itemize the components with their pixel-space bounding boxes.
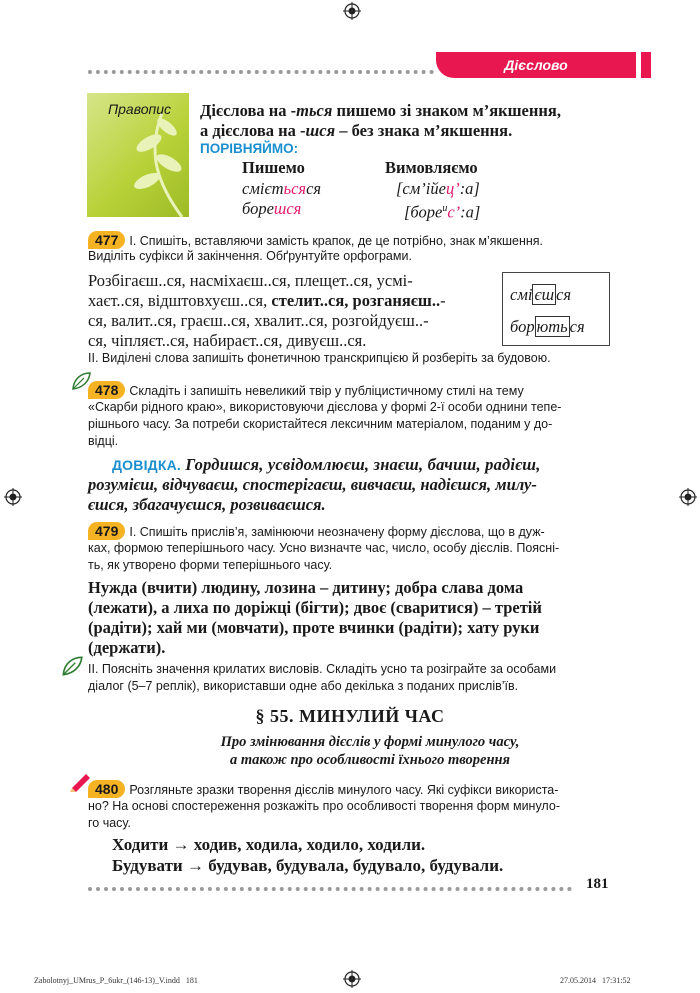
ex477-task-3: ІІ. Виділені слова запишіть фонетичною транскрипцією й розберіть за будовою.: [88, 351, 551, 365]
ex479-line-2: ках, формою теперішнього часу. Усно визначте час, число, особу дієслів. Поясні-: [88, 541, 560, 555]
morpheme-example-1: смі єш ся: [510, 285, 572, 304]
row1-pron: [см’ійец’:а]: [396, 179, 480, 198]
print-date-info: 27.05.2014 17:31:52: [560, 976, 631, 985]
col-pron-head: Вимовляємо: [385, 158, 478, 177]
dovidka-line-1: ДОВІДКА. Гордишся, усвідомлюєш, знаєш, бачиш, радієш,: [112, 455, 541, 474]
registration-mark-bottom: [343, 970, 361, 988]
registration-mark-right: [679, 488, 697, 506]
dovidka-line-2: розумієш, відчуваєш, спостерігаєш, вивчаєш, надієшся, милу-: [88, 475, 537, 494]
exercise-number: 477: [88, 231, 125, 249]
print-file-info: Zabolotnyj_UMrus_P_6ukr_(146-13)_V.indd 181: [34, 976, 198, 985]
header-dotted-rule: [88, 70, 434, 74]
ex477-line-1: Розбігаєш..ся, насміхаєш..ся, плещет..ся, усмі-: [88, 271, 413, 290]
section-tab-label: Дієслово: [504, 57, 568, 73]
ex480-line-1: 480 Розгляньте зразки творення дієслів минулого часу. Які суфікси використа-: [88, 780, 558, 799]
ex477-line-2: хаєт..ся, відштовхуєш..ся, стелит..ся, розганяєш..-: [88, 291, 446, 310]
rule-label: Правопис: [108, 101, 171, 117]
compare-label: ПОРІВНЯЙМО:: [200, 141, 299, 156]
rule-line-1: Дієслова на -ться пишемо зі знаком м’якшення,: [200, 101, 561, 120]
ex480-example-2: Будувати → будував, будувала, будувало, будували.: [112, 856, 504, 875]
ex479-line-3: ть, як утворено форми теперішнього часу.: [88, 558, 333, 572]
proverb-line-2: (лежати), а лиха по доріжці (бігти); двоє (сваритися) – третій: [88, 598, 542, 617]
dovidka-line-3: єшся, збагачуєшся, розвиваєшся.: [88, 495, 326, 514]
ex480-line-2: но? На основі спостереження розкажіть про особливості творення форм минуло-: [88, 799, 560, 813]
rule-line-2: а дієслова на -шся – без знака м’якшення.: [200, 121, 513, 140]
row1-written: смієтьсяся: [242, 179, 322, 198]
section-subtitle-1: Про змінювання дієслів у формі минулого часу,: [220, 734, 520, 750]
exercise-number: 479: [88, 522, 125, 540]
ex478-line-2: «Скарби рідного краю», використовуючи дієслова у формі 2-ї особи однини тепе-: [88, 400, 562, 414]
morpheme-example-2: бор ють ся: [510, 317, 585, 336]
ex477-line-4: ся, чіпляєт..ся, набираєт..ся, дивуєш..ся.: [88, 331, 367, 350]
ex479-task-2b: діалог (5–7 реплік), використавши одне або декілька з поданих прислів’їв.: [88, 679, 519, 693]
section-title: § 55. МИНУЛИЙ ЧАС: [255, 706, 445, 726]
row2-written: борешся: [242, 199, 302, 218]
section-tab-edge: [641, 52, 651, 78]
footer-dotted-rule: [88, 887, 572, 891]
registration-mark-left: [4, 488, 22, 506]
registration-mark-top: [343, 2, 361, 20]
proverb-line-1: Нужда (вчити) людину, лозина – дитину; добра слава дома: [88, 578, 524, 597]
ex477-line-3: ся, валит..ся, граєш..ся, хвалит..ся, розгойдуєш..-: [88, 311, 429, 330]
exercise-number: 480: [88, 780, 125, 798]
ex479-task-2a: ІІ. Поясніть значення крилатих висловів. Складіть усно та розіграйте за особами: [88, 662, 557, 676]
ex480-line-3: го часу.: [88, 816, 131, 830]
ex480-example-1: Ходити → ходив, ходила, ходило, ходили.: [112, 835, 426, 854]
ex479-line-1: 479 І. Спишіть прислів’я, замінюючи неозначену форму дієслова, що в дуж-: [88, 522, 545, 541]
section-subtitle-2: а також про особливості їхнього творення: [229, 752, 511, 768]
ex478-line-3: рішнього часу. За потреби скористайтеся лексичним матеріалом, поданим у до-: [88, 417, 553, 431]
proverb-line-3: (радіти); хай ми (мовчати), проте вчинки (радіти); хату руки: [88, 618, 540, 637]
ex478-line-4: відці.: [88, 434, 119, 448]
exercise-number: 478: [88, 381, 125, 399]
ex478-line-1: 478 Складіть і запишіть невеликий твір у публіцистичному стилі на тему: [88, 381, 524, 400]
ex477-task-2: Виділіть суфікси й закінчення. Обґрунтуйте орфограми.: [88, 249, 412, 263]
col-write-head: Пишемо: [242, 158, 305, 177]
ex477-task: 477 І. Спишіть, вставляючи замість крапок, де це потрібно, знак м’якшення.: [88, 231, 543, 250]
page-number: 181: [586, 876, 609, 892]
proverb-line-4: (держати).: [88, 638, 166, 657]
leaf-icon: [60, 654, 84, 678]
row2-pron: [боре$^и$с’:а]: [404, 202, 481, 222]
